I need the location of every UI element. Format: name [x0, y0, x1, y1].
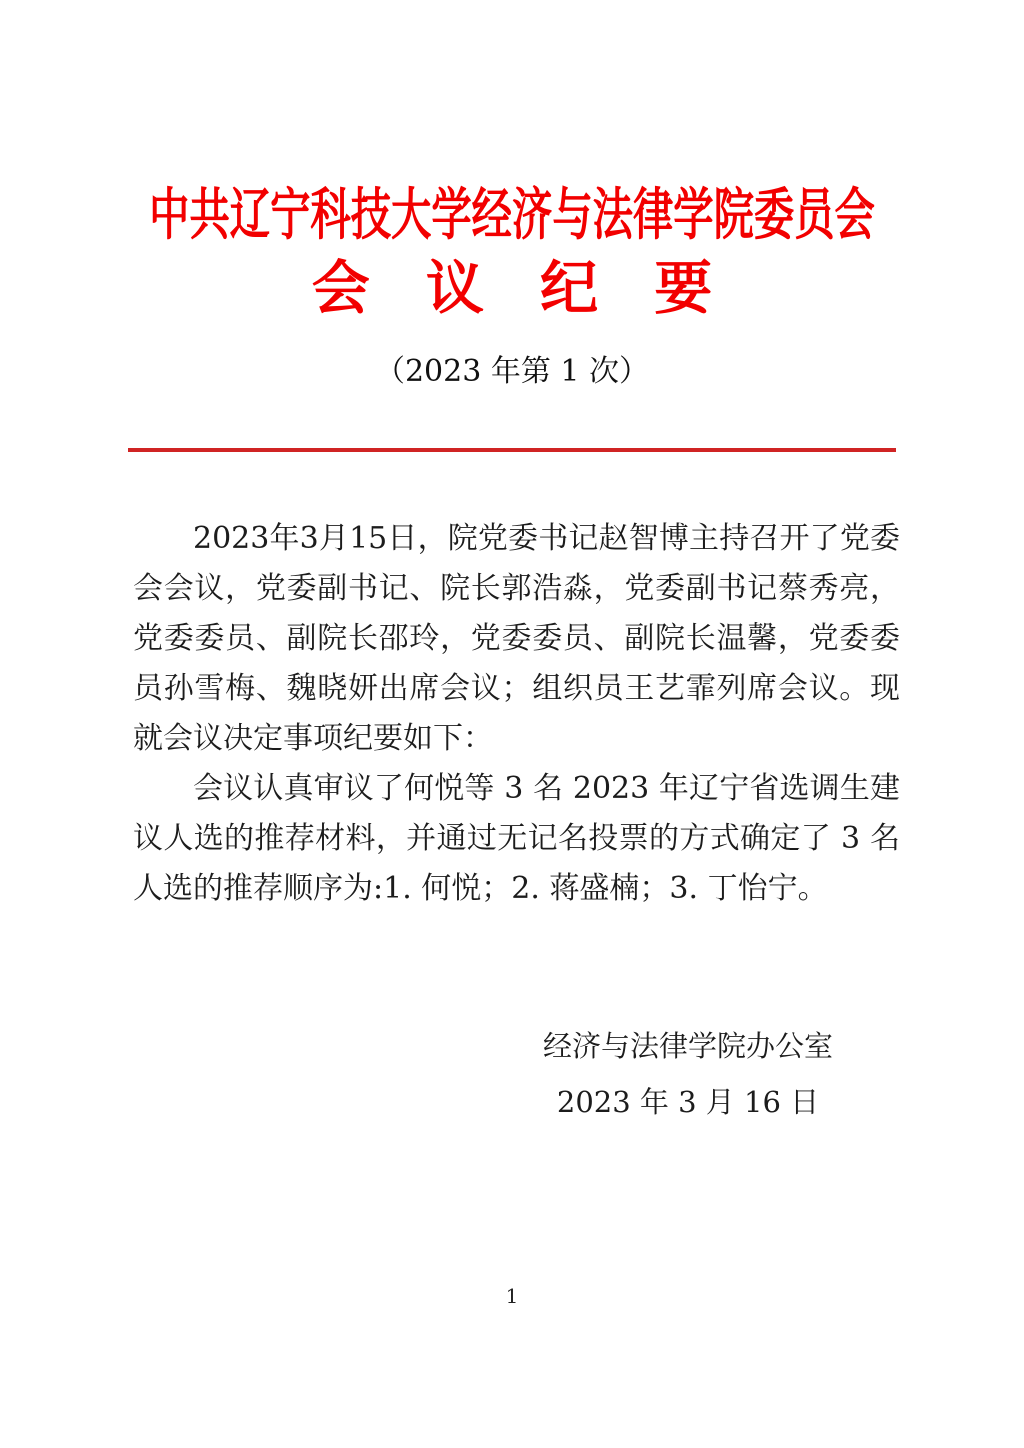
document-subtitle: 会 议 纪 要	[311, 254, 731, 323]
document-main-title: 中共辽宁科技大学经济与法律学院委员会	[149, 183, 875, 248]
red-divider-rule	[128, 448, 896, 452]
document-body	[133, 514, 900, 914]
signature-office: 经济与法律学院办公室	[542, 1028, 833, 1063]
session-number: （2023 年第 1 次）	[374, 353, 650, 389]
paragraph-attendance: 2023年3月15日，院党委书记赵智博主持召开了党委会会议，党委副书记、院长郭浩淼，党委副书记蔡秀亮，党委委员、副院长邵玲，党委委员、副院长温馨，党委委员孙雪梅、魏晓妍出席会议；组织员王艺霏列席会议。现就会议决定事项纪要如下：	[133, 520, 900, 756]
paragraph-decision: 会议认真审议了何悦等 3 名 2023 年辽宁省选调生建议人选的推荐材料，并通过无记名投票的方式确定了 3 名人选的推荐顺序为:1. 何悦；2. 蒋盛楠；3. 丁怡宁。	[133, 770, 900, 906]
signature-date: 2023 年 3 月 16 日	[556, 1084, 820, 1119]
page-number: 1	[505, 1284, 519, 1308]
signature-block	[538, 1018, 838, 1130]
